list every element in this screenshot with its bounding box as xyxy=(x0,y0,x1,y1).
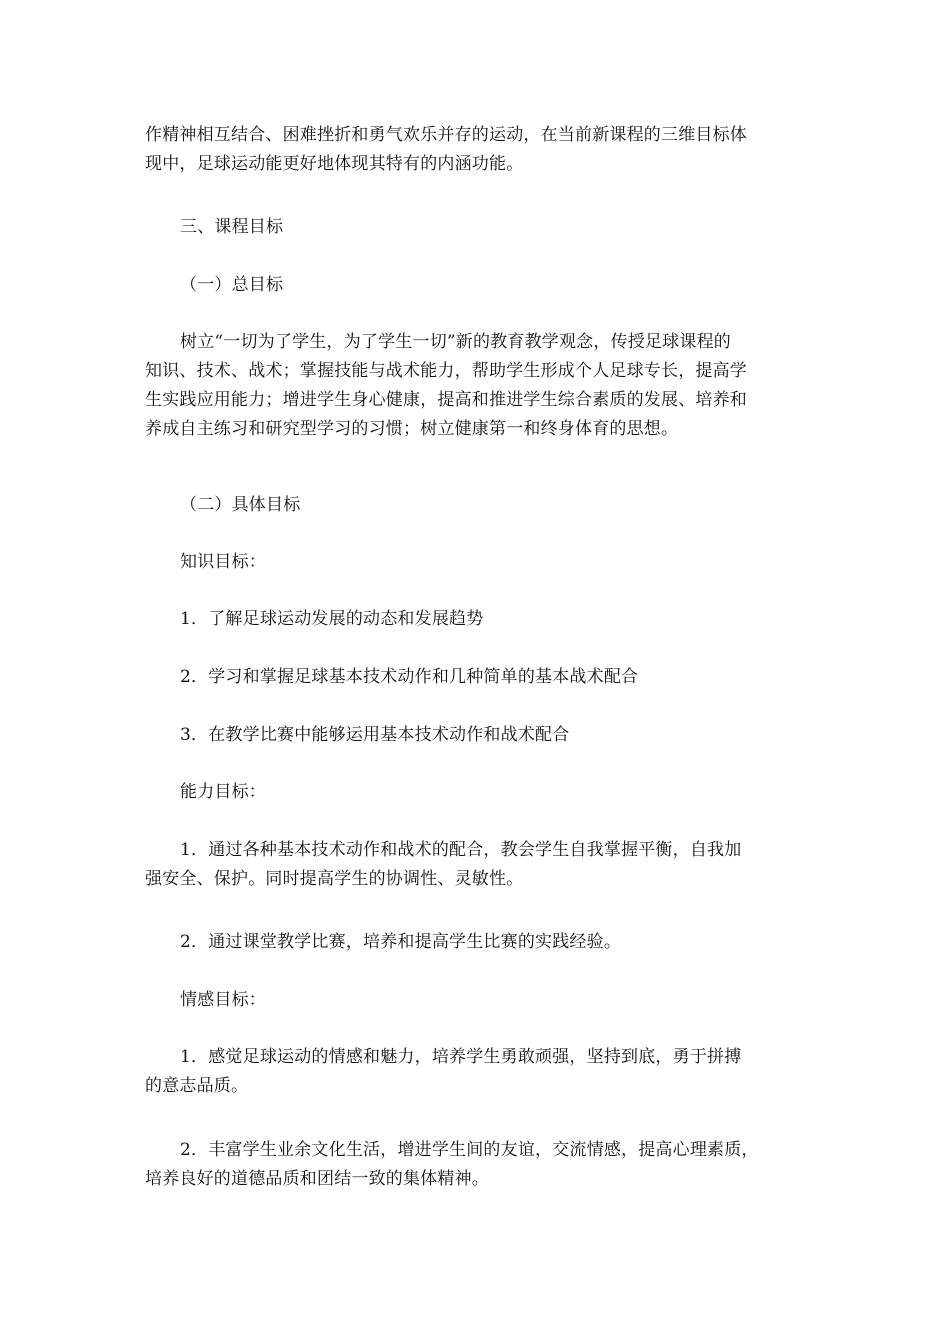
text-line: 知识、技术、战术；掌握技能与战术能力，帮助学生形成个人足球专长，提高学 xyxy=(145,361,747,381)
list-item-knowledge-1: 1．了解足球运动发展的动态和发展趋势 xyxy=(180,609,484,629)
list-item-emotion-1 xyxy=(145,1043,810,1101)
text-line: 培养良好的道德品质和团结一致的集体精神。 xyxy=(145,1169,489,1189)
list-item-emotion-2 xyxy=(145,1136,810,1194)
text-line: 1．感觉足球运动的情感和魅力，培养学生勇敢顽强，坚持到底，勇于拼搏 xyxy=(180,1047,742,1067)
list-item-knowledge-2: 2．学习和掌握足球基本技术动作和几种简单的基本战术配合 xyxy=(180,667,639,687)
heading-emotion-goals: 情感目标： xyxy=(180,990,266,1010)
text-line: 1．通过各种基本技术动作和战术的配合，教会学生自我掌握平衡，自我加 xyxy=(180,840,742,860)
paragraph-overall-goal xyxy=(145,328,810,444)
subsection-heading-specific-goals: （二）具体目标 xyxy=(180,495,301,515)
section-heading-course-goals: 三、课程目标 xyxy=(180,217,284,237)
text-line: 树立“一切为了学生，为了学生一切”新的教育教学观念，传授足球课程的 xyxy=(180,332,731,352)
text-line: 生实践应用能力；增进学生身心健康，提高和推进学生综合素质的发展、培养和 xyxy=(145,390,747,410)
list-item-ability-2: 2．通过课堂教学比赛，培养和提高学生比赛的实践经验。 xyxy=(180,932,622,952)
paragraph-intro-continuation xyxy=(145,121,810,179)
subsection-heading-overall-goal: （一）总目标 xyxy=(180,275,284,295)
list-item-knowledge-3: 3．在教学比赛中能够运用基本技术动作和战术配合 xyxy=(180,725,570,745)
list-item-ability-1 xyxy=(145,836,810,894)
text-line: 的意志品质。 xyxy=(145,1076,249,1096)
text-line: 强安全、保护。同时提高学生的协调性、灵敏性。 xyxy=(145,869,524,889)
text-line: 作精神相互结合、困难挫折和勇气欢乐并存的运动，在当前新课程的三维目标体 xyxy=(145,125,747,145)
heading-knowledge-goals: 知识目标： xyxy=(180,552,266,572)
heading-ability-goals: 能力目标： xyxy=(180,782,266,802)
text-line: 养成自主练习和研究型学习的习惯；树立健康第一和终身体育的思想。 xyxy=(145,419,679,439)
text-line: 现中，足球运动能更好地体现其特有的内涵功能。 xyxy=(145,154,524,174)
text-line: 2．丰富学生业余文化生活，增进学生间的友谊，交流情感，提高心理素质， xyxy=(180,1140,759,1160)
